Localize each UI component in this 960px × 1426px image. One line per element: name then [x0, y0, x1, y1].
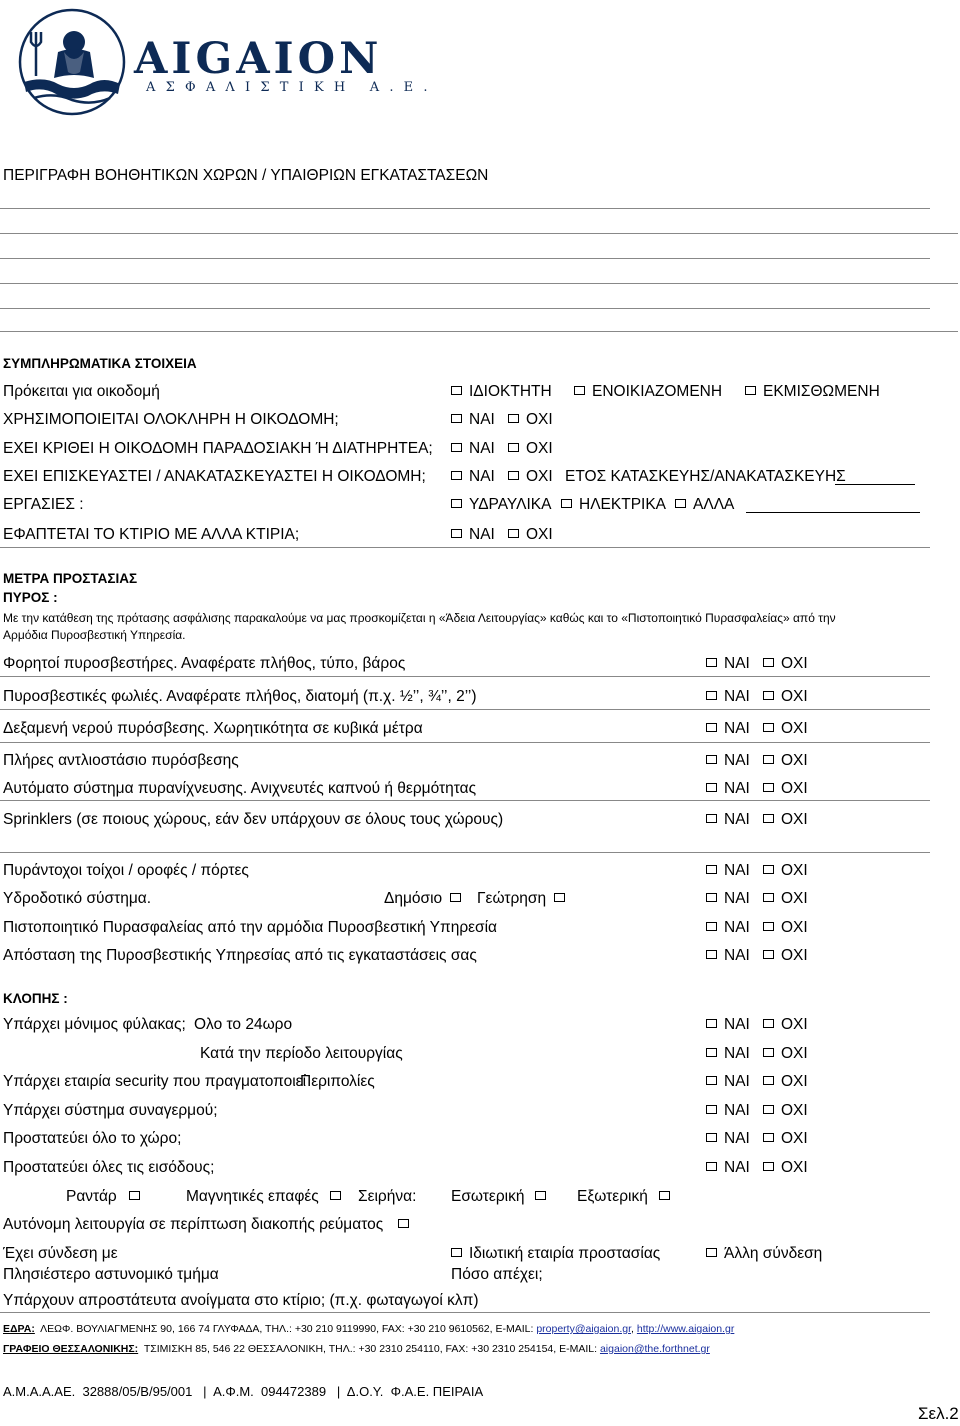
option-no[interactable]: ΟΧΙ	[508, 468, 553, 486]
checkbox-icon[interactable]	[508, 471, 519, 480]
blank-line[interactable]	[0, 331, 958, 332]
question-detection: Αυτόματο σύστημα πυρανίχνευσης. Ανιχνευτές καπνού ή θερμότητας	[3, 780, 477, 797]
checkbox-icon[interactable]	[508, 529, 519, 538]
option-well[interactable]: Γεώτρηση	[477, 890, 565, 908]
answer-line[interactable]	[0, 852, 930, 853]
option-yes[interactable]: ΝΑΙ	[706, 919, 750, 937]
year-input[interactable]	[835, 484, 915, 486]
question-extinguishers: Φορητοί πυροσβεστήρες. Αναφέρατε πλήθος, τύπο, βάρος	[3, 655, 406, 672]
option-internal[interactable]: Εσωτερική	[451, 1188, 546, 1206]
option-leased[interactable]: ΕΚΜΙΣΘΩΜΕΝΗ	[745, 383, 880, 401]
option-magnetic[interactable]: Μαγνητικές επαφές	[186, 1188, 341, 1206]
option-no[interactable]: ΟΧΙ	[763, 752, 808, 770]
option-no[interactable]: ΟΧΙ	[763, 1130, 808, 1148]
section-title-protection: ΜΕΤΡΑ ΠΡΟΣΤΑΣΙΑΣ	[3, 571, 138, 586]
question-openings: Υπάρχουν απροστάτευτα ανοίγματα στο κτίριο; (π.χ. φωταγωγοί κλπ)	[3, 1292, 479, 1309]
checkbox-icon[interactable]	[763, 865, 774, 874]
option-yes[interactable]: ΝΑΙ	[451, 468, 495, 486]
question-fully-used: ΧΡΗΣΙΜΟΠΟΙΕΙΤΑΙ ΟΛΟΚΛΗΡΗ Η ΟΙΚΟΔΟΜΗ;	[3, 411, 339, 428]
checkbox-icon[interactable]	[763, 1133, 774, 1142]
checkbox-icon[interactable]	[706, 1105, 717, 1114]
question-all-entries: Προστατεύει όλες τις εισόδους;	[3, 1159, 215, 1176]
hq-website-link[interactable]: http://www.aigaion.gr	[636, 1323, 735, 1335]
option-operating-period: Κατά την περίοδο λειτουργίας	[200, 1045, 403, 1062]
question-tank: Δεξαμενή νερού πυρόσβεσης. Χωρητικότητα σε κυβικά μέτρα	[3, 720, 423, 737]
checkbox-icon[interactable]	[706, 1076, 717, 1085]
blank-line[interactable]	[0, 283, 958, 284]
checkbox-icon[interactable]	[706, 723, 717, 732]
option-no[interactable]: ΟΧΙ	[763, 1016, 808, 1034]
thessaloniki-text: ΤΣΙΜΙΣΚΗ 85, 546 22 ΘΕΣΣΑΛΟΝΙΚΗ, ΤΗΛ.: +30 2310 254110, FAX: +30 2310 254154, E-MAIL:	[143, 1343, 598, 1355]
question-listed: ΕΧΕΙ ΚΡΙΘΕΙ Η ΟΙΚΟΔΟΜΗ ΠΑΡΑΔΟΣΙΑΚΗ Ή ΔΙΑΤΗΡΗΤΕΑ;	[3, 440, 433, 457]
option-no[interactable]: ΟΧΙ	[508, 440, 553, 458]
thessaloniki-label: ΓΡΑΦΕΙΟ ΘΕΣΣΑΛΟΝΙΚΗΣ:	[3, 1343, 139, 1355]
section-title-theft: ΚΛΟΠΗΣ :	[3, 991, 68, 1006]
question-distance: Απόσταση της Πυροσβεστικής Υπηρεσίας από τις εγκαταστάσεις σας	[3, 947, 477, 964]
checkbox-icon[interactable]	[763, 1019, 774, 1028]
option-no[interactable]: ΟΧΙ	[763, 655, 808, 673]
checkbox-icon[interactable]	[451, 443, 462, 452]
siren-label: Σειρήνα:	[358, 1188, 417, 1205]
option-yes[interactable]: ΝΑΙ	[706, 1102, 750, 1120]
checkbox-icon[interactable]	[706, 950, 717, 959]
checkbox-icon[interactable]	[763, 893, 774, 902]
checkbox-icon[interactable]	[763, 1076, 774, 1085]
checkbox-icon[interactable]	[763, 922, 774, 931]
other-works-input[interactable]	[746, 512, 920, 514]
question-renovated: ΕΧΕΙ ΕΠΙΣΚΕΥΑΣΤΕΙ / ΑΝΑΚΑΤΑΣΚΕΥΑΣΤΕΙ Η ΟΙΚΟΔΟΜΗ;	[3, 468, 426, 485]
hq-label: ΕΔΡΑ:	[3, 1323, 35, 1335]
checkbox-icon[interactable]	[763, 814, 774, 823]
section-title-fire: ΠΥΡΟΣ :	[3, 590, 58, 605]
checkbox-icon[interactable]	[763, 691, 774, 700]
option-no[interactable]: ΟΧΙ	[763, 1102, 808, 1120]
question-works: ΕΡΓΑΣΙΕΣ :	[3, 496, 84, 513]
option-yes[interactable]: ΝΑΙ	[706, 947, 750, 965]
option-no[interactable]: ΟΧΙ	[763, 947, 808, 965]
checkbox-icon[interactable]	[706, 814, 717, 823]
question-security-company: Υπάρχει εταιρία security που πραγματοποιεί	[3, 1073, 307, 1090]
checkbox-icon[interactable]	[451, 499, 462, 508]
checkbox-icon[interactable]	[763, 1105, 774, 1114]
footer-thessaloniki	[3, 1343, 710, 1355]
footer-hq: ΕΔΡΑ: ΛΕΩΦ. ΒΟΥΛΙΑΓΜΕΝΗΣ 90, 166 74 ΓΛΥΦΑΔΑ, ΤΗΛ.: +30 210 9119990, FAX: +30 210 9610562, E-MAIL: property@aigaion.gr, http://www.aigaion.gr	[3, 1323, 735, 1335]
fire-note-cont: Αρμόδια Πυροσβεστική Υπηρεσία.	[3, 628, 186, 642]
thessaloniki-email-link[interactable]: aigaion@the.forthnet.gr	[599, 1343, 710, 1355]
blank-line[interactable]	[0, 208, 930, 209]
option-yes[interactable]: ΝΑΙ	[706, 655, 750, 673]
question-police-station: Πλησιέστερο αστυνομικό τμήμα	[3, 1266, 219, 1283]
footer-registry: Α.Μ.Α.Α.ΑΕ. 32888/05/Β/95/001 | Α.Φ.Μ. 094472389 | Δ.Ο.Υ. Φ.Α.Ε. ΠΕΙΡΑΙΑ	[3, 1384, 484, 1399]
checkbox-icon[interactable]	[706, 1162, 717, 1171]
option-no[interactable]: ΟΧΙ	[763, 811, 808, 829]
checkbox-icon[interactable]	[763, 783, 774, 792]
brand-name: AIGAION	[134, 34, 383, 84]
option-radar[interactable]: Ραντάρ	[66, 1188, 140, 1206]
question-firewalls: Πυράντοχοι τοίχοι / οροφές / πόρτες	[3, 862, 249, 879]
option-yes[interactable]: ΝΑΙ	[706, 811, 750, 829]
checkbox-icon[interactable]	[451, 1248, 462, 1257]
question-autonomous[interactable]: Αυτόνομη λειτουργία σε περίπτωση διακοπής ρεύματος	[3, 1216, 409, 1234]
checkbox-icon[interactable]	[763, 755, 774, 764]
question-alarm: Υπάρχει σύστημα συναγερμού;	[3, 1102, 218, 1119]
fire-note: Με την κατάθεση της πρότασης ασφάλισης παρακαλούμε να μας προσκομίζεται η «Άδεια Λειτουργίας» καθώς και το «Πιστοποιητικό Πυρασφαλείας» από την	[3, 611, 836, 625]
option-yes[interactable]: ΝΑΙ	[706, 688, 750, 706]
option-yes[interactable]: ΝΑΙ	[706, 890, 750, 908]
option-yes[interactable]: ΝΑΙ	[451, 526, 495, 544]
checkbox-icon[interactable]	[330, 1191, 341, 1200]
option-yes[interactable]: ΝΑΙ	[706, 780, 750, 798]
checkbox-icon[interactable]	[450, 893, 461, 902]
option-rented[interactable]: ΕΝΟΙΚΙΑΖΟΜΕΝΗ	[574, 383, 722, 401]
option-yes[interactable]: ΝΑΙ	[451, 411, 495, 429]
checkbox-icon[interactable]	[763, 723, 774, 732]
question-guard: Υπάρχει μόνιμος φύλακας;	[3, 1016, 186, 1033]
checkbox-icon[interactable]	[561, 499, 572, 508]
year-label: ΕΤΟΣ ΚΑΤΑΣΚΕΥΗΣ/ΑΝΑΚΑΤΑΣΚΕΥΗΣ	[565, 468, 846, 485]
option-patrols: Περιπολίες	[300, 1073, 375, 1090]
checkbox-icon[interactable]	[129, 1191, 140, 1200]
answer-line[interactable]	[0, 800, 930, 801]
checkbox-icon[interactable]	[745, 386, 756, 395]
option-no[interactable]: ΟΧΙ	[763, 919, 808, 937]
option-no[interactable]: ΟΧΙ	[508, 526, 553, 544]
checkbox-icon[interactable]	[763, 1048, 774, 1057]
blank-line[interactable]	[0, 258, 930, 259]
checkbox-icon[interactable]	[398, 1219, 409, 1228]
checkbox-icon[interactable]	[706, 755, 717, 764]
option-plumbing[interactable]: ΥΔΡΑΥΛΙΚΑ	[451, 496, 551, 514]
hq-text: ΛΕΩΦ. ΒΟΥΛΙΑΓΜΕΝΗΣ 90, 166 74 ΓΛΥΦΑΔΑ, ΤΗΛ.: +30 210 9119990, FAX: +30 210 9610562, E-MAIL:	[40, 1323, 534, 1335]
answer-line[interactable]	[0, 676, 930, 677]
option-yes[interactable]: ΝΑΙ	[706, 1159, 750, 1177]
option-no[interactable]: ΟΧΙ	[763, 862, 808, 880]
option-no[interactable]: ΟΧΙ	[763, 1159, 808, 1177]
option-private-company[interactable]: Ιδιωτική εταιρία προστασίας	[451, 1245, 660, 1263]
question-pump: Πλήρες αντλιοστάσιο πυρόσβεσης	[3, 752, 239, 769]
checkbox-icon[interactable]	[706, 691, 717, 700]
checkbox-icon[interactable]	[508, 443, 519, 452]
option-yes[interactable]: ΝΑΙ	[706, 1045, 750, 1063]
question-certificate: Πιστοποιητικό Πυρασφαλείας από την αρμόδια Πυροσβεστική Υπηρεσία	[3, 919, 498, 936]
checkbox-icon[interactable]	[706, 922, 717, 931]
checkbox-icon[interactable]	[706, 1019, 717, 1028]
checkbox-icon[interactable]	[535, 1191, 546, 1200]
question-whole-area: Προστατεύει όλο το χώρο;	[3, 1130, 182, 1147]
checkbox-icon[interactable]	[706, 658, 717, 667]
checkbox-icon[interactable]	[706, 1048, 717, 1057]
option-public[interactable]: Δημόσιο	[384, 890, 461, 908]
section-title-supplementary: ΣΥΜΠΛΗΡΩΜΑΤΙΚΑ ΣΤΟΙΧΕΙΑ	[3, 356, 197, 371]
option-no[interactable]: ΟΧΙ	[763, 1073, 808, 1091]
option-yes[interactable]: ΝΑΙ	[451, 440, 495, 458]
option-no[interactable]: ΟΧΙ	[763, 1045, 808, 1063]
answer-line[interactable]	[0, 742, 930, 743]
checkbox-icon[interactable]	[554, 893, 565, 902]
checkbox-icon[interactable]	[451, 529, 462, 538]
divider	[0, 1312, 930, 1313]
section-title-auxiliary-spaces: ΠΕΡΙΓΡΑΦΗ ΒΟΗΘΗΤΙΚΩΝ ΧΩΡΩΝ / ΥΠΑΙΘΡΙΩΝ ΕΓΚΑΤΑΣΤΑΣΕΩΝ	[3, 167, 489, 184]
option-yes[interactable]: ΝΑΙ	[706, 720, 750, 738]
option-electrical[interactable]: ΗΛΕΚΤΡΙΚΑ	[561, 496, 666, 514]
question-adjacent: ΕΦΑΠΤΕΤΑΙ ΤΟ ΚΤΙΡΙΟ ΜΕ ΑΛΛΑ ΚΤΙΡΙΑ;	[3, 526, 300, 543]
answer-line[interactable]	[0, 709, 930, 710]
option-24h: Ολο το 24ωρο	[194, 1016, 293, 1033]
checkbox-icon[interactable]	[706, 893, 717, 902]
blank-line[interactable]	[0, 233, 958, 234]
page-number: Σελ.2	[918, 1404, 959, 1423]
divider	[0, 547, 930, 548]
option-owned[interactable]: ΙΔΙΟΚΤΗΤΗ	[451, 383, 552, 401]
option-other[interactable]: ΑΛΛΑ	[675, 496, 734, 514]
checkbox-icon[interactable]	[706, 1248, 717, 1257]
checkbox-icon[interactable]	[706, 783, 717, 792]
option-external[interactable]: Εξωτερική	[577, 1188, 670, 1206]
option-no[interactable]: ΟΧΙ	[763, 780, 808, 798]
option-yes[interactable]: ΝΑΙ	[706, 752, 750, 770]
option-yes[interactable]: ΝΑΙ	[706, 862, 750, 880]
checkbox-icon[interactable]	[763, 950, 774, 959]
blank-line[interactable]	[0, 308, 930, 309]
checkbox-icon[interactable]	[508, 414, 519, 423]
option-no[interactable]: ΟΧΙ	[763, 890, 808, 908]
checkbox-icon[interactable]	[706, 1133, 717, 1142]
checkbox-icon[interactable]	[763, 658, 774, 667]
checkbox-icon[interactable]	[706, 865, 717, 874]
option-yes[interactable]: ΝΑΙ	[706, 1016, 750, 1034]
checkbox-icon[interactable]	[659, 1191, 670, 1200]
option-other-connection[interactable]: Άλλη σύνδεση	[706, 1245, 822, 1263]
question-how-far: Πόσο απέχει;	[451, 1266, 543, 1283]
brand-subtitle: ΑΣΦΑΛΙΣΤΙΚΗ Α.Ε.	[146, 80, 438, 95]
question-connection: Έχει σύνδεση με	[3, 1245, 118, 1262]
checkbox-icon[interactable]	[451, 414, 462, 423]
question-building-type: Πρόκειται για οικοδομή	[3, 383, 160, 400]
option-no[interactable]: ΟΧΙ	[508, 411, 553, 429]
checkbox-icon[interactable]	[451, 471, 462, 480]
checkbox-icon[interactable]	[451, 386, 462, 395]
hq-email-link[interactable]: property@aigaion.gr	[536, 1323, 632, 1335]
option-yes[interactable]: ΝΑΙ	[706, 1073, 750, 1091]
poseidon-emblem-icon	[14, 6, 130, 118]
checkbox-icon[interactable]	[675, 499, 686, 508]
option-yes[interactable]: ΝΑΙ	[706, 1130, 750, 1148]
option-no[interactable]: ΟΧΙ	[763, 720, 808, 738]
question-hydrant: Υδροδοτικό σύστημα.	[3, 890, 152, 907]
checkbox-icon[interactable]	[574, 386, 585, 395]
checkbox-icon[interactable]	[763, 1162, 774, 1171]
option-no[interactable]: ΟΧΙ	[763, 688, 808, 706]
question-sprinklers: Sprinklers (σε ποιους χώρους, εάν δεν υπάρχουν σε όλους τους χώρους)	[3, 811, 504, 828]
question-hoses: Πυροσβεστικές φωλιές. Αναφέρατε πλήθος, διατομή (π.χ. ½’’, ¾’’, 2’’)	[3, 688, 477, 705]
